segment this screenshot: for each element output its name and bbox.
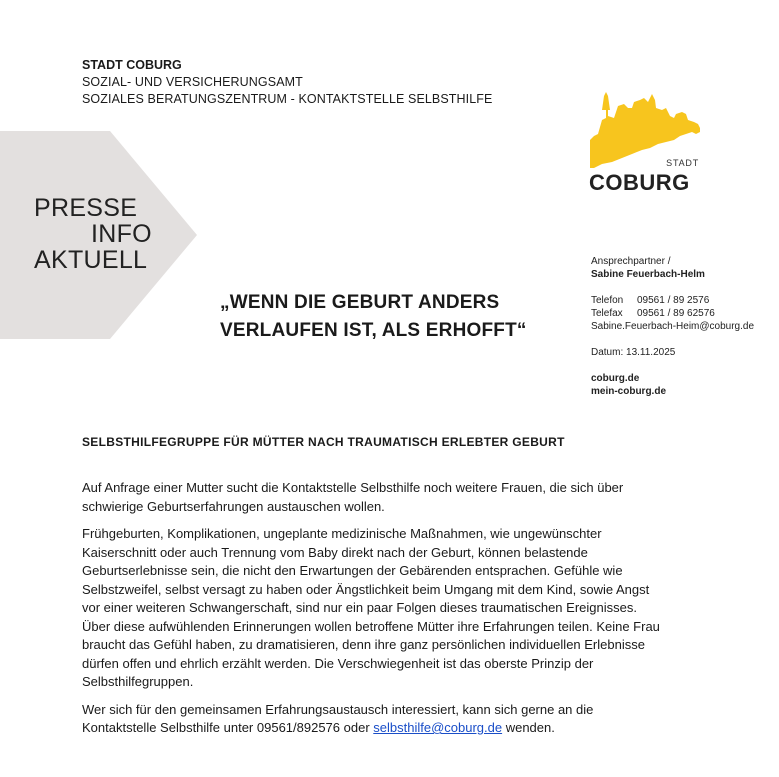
paragraph-3-text-end: wenden. xyxy=(502,720,555,735)
phone-row xyxy=(591,294,754,307)
fax-row xyxy=(591,307,754,320)
fax-number: 09561 / 89 62576 xyxy=(637,308,715,319)
website-link-coburg[interactable]: coburg.de xyxy=(591,373,640,384)
banner-line-1: PRESSE xyxy=(34,194,138,222)
website-links xyxy=(591,372,754,398)
article-subheading: SELBSTHILFEGRUPPE FÜR MÜTTER NACH TRAUMATISCH ERLEBTER GEBURT xyxy=(82,435,565,449)
banner-line-3: AKTUELL xyxy=(34,246,148,274)
paragraph-1: Auf Anfrage einer Mutter sucht die Kontaktstelle Selbsthilfe noch weitere Frauen, die sich über schwierige Geburtserfahrungen austauschen wollen. xyxy=(82,480,624,514)
document-date: Datum: 13.11.2025 xyxy=(591,347,676,358)
paragraph-2: Frühgeburten, Komplikationen, ungeplante medizinische Maßnahmen, wie ungewünschter Kaiserschnitt oder auch Trennung vom Baby direkt nach der Geburt, können belastende Geburtserlebnisse sein, die nicht den Erwartungen der Gebärenden entsprachen. Gefühle wie Selbstzweifel, selbst versagt zu haben oder Ängstlichkeit beim Umgang mit dem Kind, sowie Angst vor einer weiteren Schwangerschaft, sind nur ein paar Folgen dieses traumatischen Ereignisses. Über diese aufwühlenden Erinnerungen wollen betroffene Mütter ihre Erfahrungen teilen. Keine Frau braucht das Gefühl haben, zu dramatisieren, denn ihre ganz persönlichen individuellen Erlebnisse dürfen offen und ehrlich erzählt werden. Die Verschwiegenheit ist das oberste Prinzip der Selbsthilfegruppen. xyxy=(82,526,660,689)
phone-label: Telefon xyxy=(591,295,624,306)
headline-line-1: „WENN DIE GEBURT ANDERS xyxy=(220,292,500,313)
article-body xyxy=(82,479,662,747)
contact-block xyxy=(591,255,754,398)
letterhead xyxy=(82,57,492,108)
contact-email[interactable]: Sabine.Feuerbach-Heim@coburg.de xyxy=(591,321,755,332)
paragraph-3 xyxy=(82,701,662,738)
press-headline xyxy=(220,289,527,345)
banner-line-2: INFO xyxy=(91,220,152,248)
press-info-banner xyxy=(0,131,198,339)
logo-stadt-label: STADT xyxy=(666,158,699,168)
website-link-mein-coburg[interactable]: mein-coburg.de xyxy=(591,386,667,397)
headline-line-2: VERLAUFEN IST, ALS ERHOFFT“ xyxy=(220,320,527,341)
contact-label: Ansprechpartner / xyxy=(591,256,671,267)
logo-coburg-label: COBURG xyxy=(589,170,690,195)
fax-label: Telefax xyxy=(591,308,623,319)
paragraph-3-text-start: Wer sich für den gemeinsamen Erfahrungsaustausch interessiert, kann sich gerne an die Kontaktstelle Selbsthilfe unter 09561/892576 oder xyxy=(82,701,594,735)
phone-number: 09561 / 89 2576 xyxy=(637,295,710,306)
org-name: STADT COBURG xyxy=(82,58,182,72)
department-name: SOZIAL- UND VERSICHERUNGSAMT xyxy=(82,75,303,89)
contact-name: Sabine Feuerbach-Helm xyxy=(591,269,705,280)
coburg-logo xyxy=(588,88,713,198)
email-link[interactable]: selbsthilfe@coburg.de xyxy=(373,720,503,735)
unit-name: SOZIALES BERATUNGSZENTRUM - KONTAKTSTELLE SELBSTHILFE xyxy=(82,92,493,106)
